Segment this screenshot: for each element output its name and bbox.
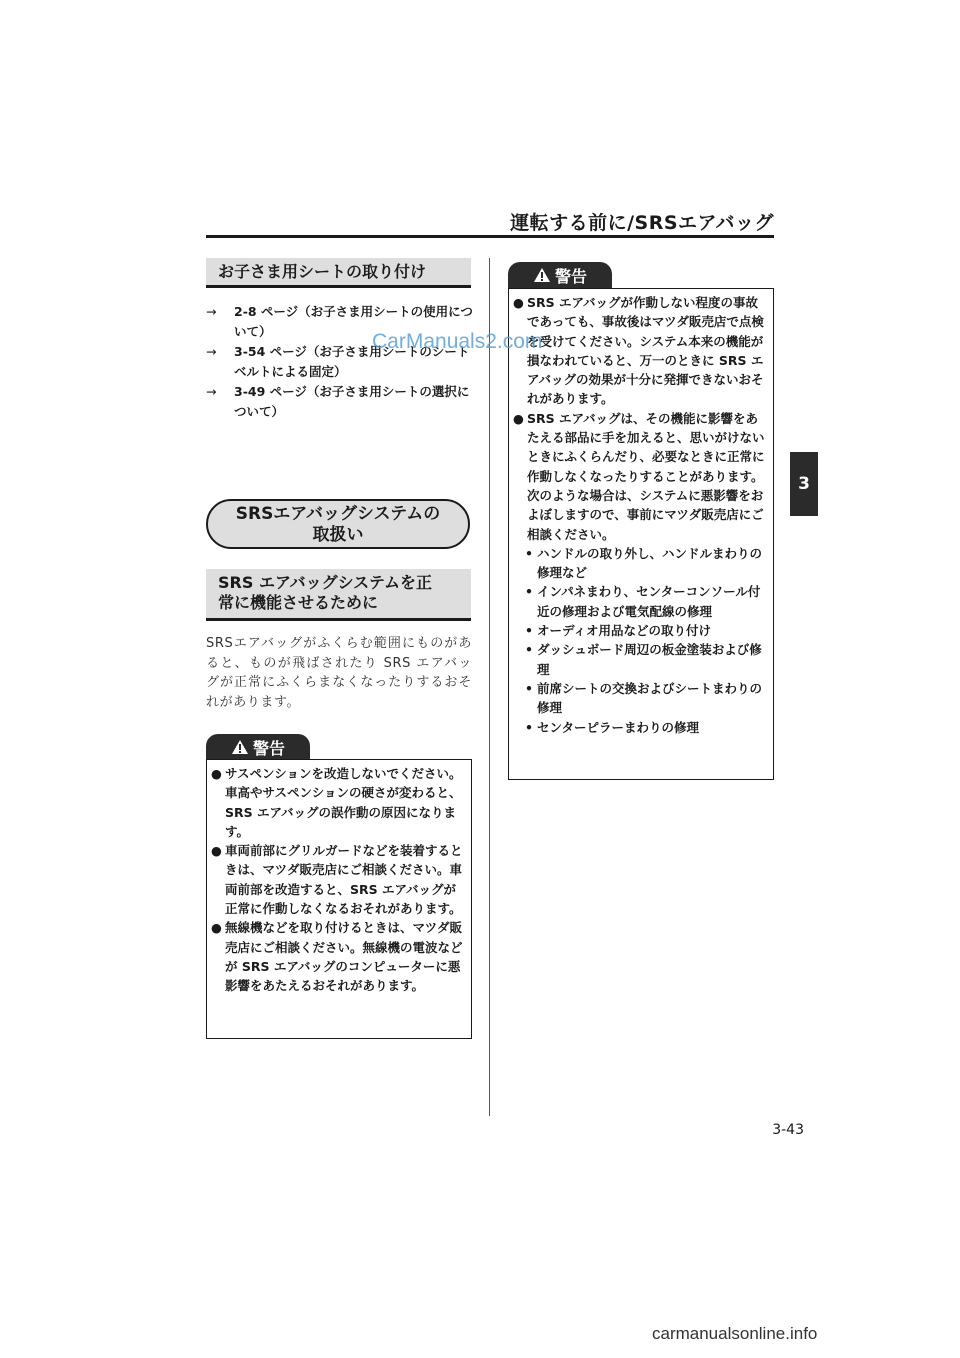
warning-sub-item [513,718,765,737]
warning-item [211,918,463,995]
warning-triangle-icon [231,739,249,755]
dot-bullet-icon: • [525,545,533,561]
warning-item-text: SRS エアバッグは、その機能に影響をあたえる部品に手を加えると、思いがけないときにふくらんだり、必要なときに正常に作動しなくなったりすることがあります。次のような場合は、システムに悪影響をおよぼしますので、事前にマツダ販売店にご相談ください。 [527,410,765,542]
watermark-top[interactable]: CarManuals2.com [372,330,543,353]
warning-sub-item [513,640,765,679]
section-heading-child-seat: お子さま用シートの取り付け [206,258,471,288]
bullet-icon: ● [211,843,222,859]
reference-text: 3-49 ページ（お子さま用シートの選択について） [234,384,470,419]
dot-bullet-icon: • [525,642,533,658]
reference-text: 2-8 ページ（お子さま用シートの使用について） [234,304,473,339]
warning-sub-item-text: ダッシュボード周辺の板金塗装および修理 [537,642,762,677]
warning-label: 警告 [554,266,587,286]
warning-tab [206,734,310,760]
section-heading-line2: 常に機能させるために [218,593,379,612]
watermark-bottom[interactable]: carmanualsonline.info [652,1324,818,1343]
chapter-section-title-line1: SRSエアバッグシステムの [235,504,441,524]
warning-item [211,764,463,841]
reference-item[interactable] [206,382,476,422]
arrow-icon: → [206,304,217,319]
reference-text: 3-54 ページ（お子さま用シートのシートベルトによる固定） [234,344,470,379]
warning-label: 警告 [252,738,285,758]
chapter-section-title-line2: 取扱い [312,525,364,545]
warning-box [206,759,472,1039]
section-heading-line1: SRS エアバッグシステムを正 [218,573,433,592]
warning-sub-item-text: オーディオ用品などの取り付け [537,623,712,639]
warning-item-text: サスペンションを改造しないでください。車高やサスペンションの硬さが変わると、SRS エアバッグの誤作動の原因になります。 [225,766,462,839]
reference-list [206,302,476,422]
running-header: 運転する前に/SRSエアバッグ [510,212,774,234]
warning-item [513,293,765,409]
warning-tab [508,262,612,288]
warning-item [513,409,765,544]
warning-sub-item [513,582,765,621]
warning-sub-item-text: 前席シートの交換およびシートまわりの修理 [537,680,763,716]
warning-item-text: 車両前部にグリルガードなどを装着するときは、マツダ販売店にご相談ください。車両前部を改造すると、SRS エアバッグが正常に作動しなくなるおそれがあります。 [225,843,463,917]
warning-triangle-icon [533,267,551,283]
arrow-icon: → [206,384,217,399]
bullet-icon: ● [211,766,222,781]
warning-item [211,841,463,918]
warning-item-text: 無線機などを取り付けるときは、マツダ販売店にご相談ください。無線機の電波などが SRS エアバッグのコンピューターに悪影響をあたえるおそれがあります。 [225,920,463,994]
body-paragraph: SRSエアバッグがふくらむ範囲にものがあると、ものが飛ばされたり SRS エアバッグが正常にふくらまなくなったりするおそれがあります。 [206,636,472,710]
bullet-icon: ● [513,410,524,426]
warning-sub-item [513,679,765,718]
warning-sub-item-text: センターピラーまわりの修理 [537,719,700,735]
bullet-icon: ● [513,295,524,310]
warning-box [508,288,774,780]
dot-bullet-icon: • [525,680,533,696]
warning-sub-item-text: ハンドルの取り外し、ハンドルまわりの修理など [537,545,763,581]
chapter-tab[interactable]: 3 [790,452,818,516]
dot-bullet-icon: • [525,623,533,639]
chapter-section-title [206,499,470,549]
warning-sub-item [513,621,765,640]
warning-item-text: SRS エアバッグが作動しない程度の事故であっても、事故後はマツダ販売店で点検を受けてください。システム本来の機能が損なわれていると、万一のときに SRS エアバッグの効果が十分に発揮できないおそれがあります。 [527,295,764,407]
header-rule [206,235,774,238]
bullet-icon: ● [211,920,222,936]
warning-sub-item [513,544,765,583]
dot-bullet-icon: • [525,719,533,735]
section-heading-srs-normal [206,569,471,621]
warning-sub-item-text: インパネまわり、センターコンソール付近の修理および電気配線の修理 [537,584,761,619]
arrow-icon: → [206,344,217,359]
dot-bullet-icon: • [525,584,533,600]
page-number: 3-43 [772,1122,804,1138]
column-divider [489,258,490,1116]
